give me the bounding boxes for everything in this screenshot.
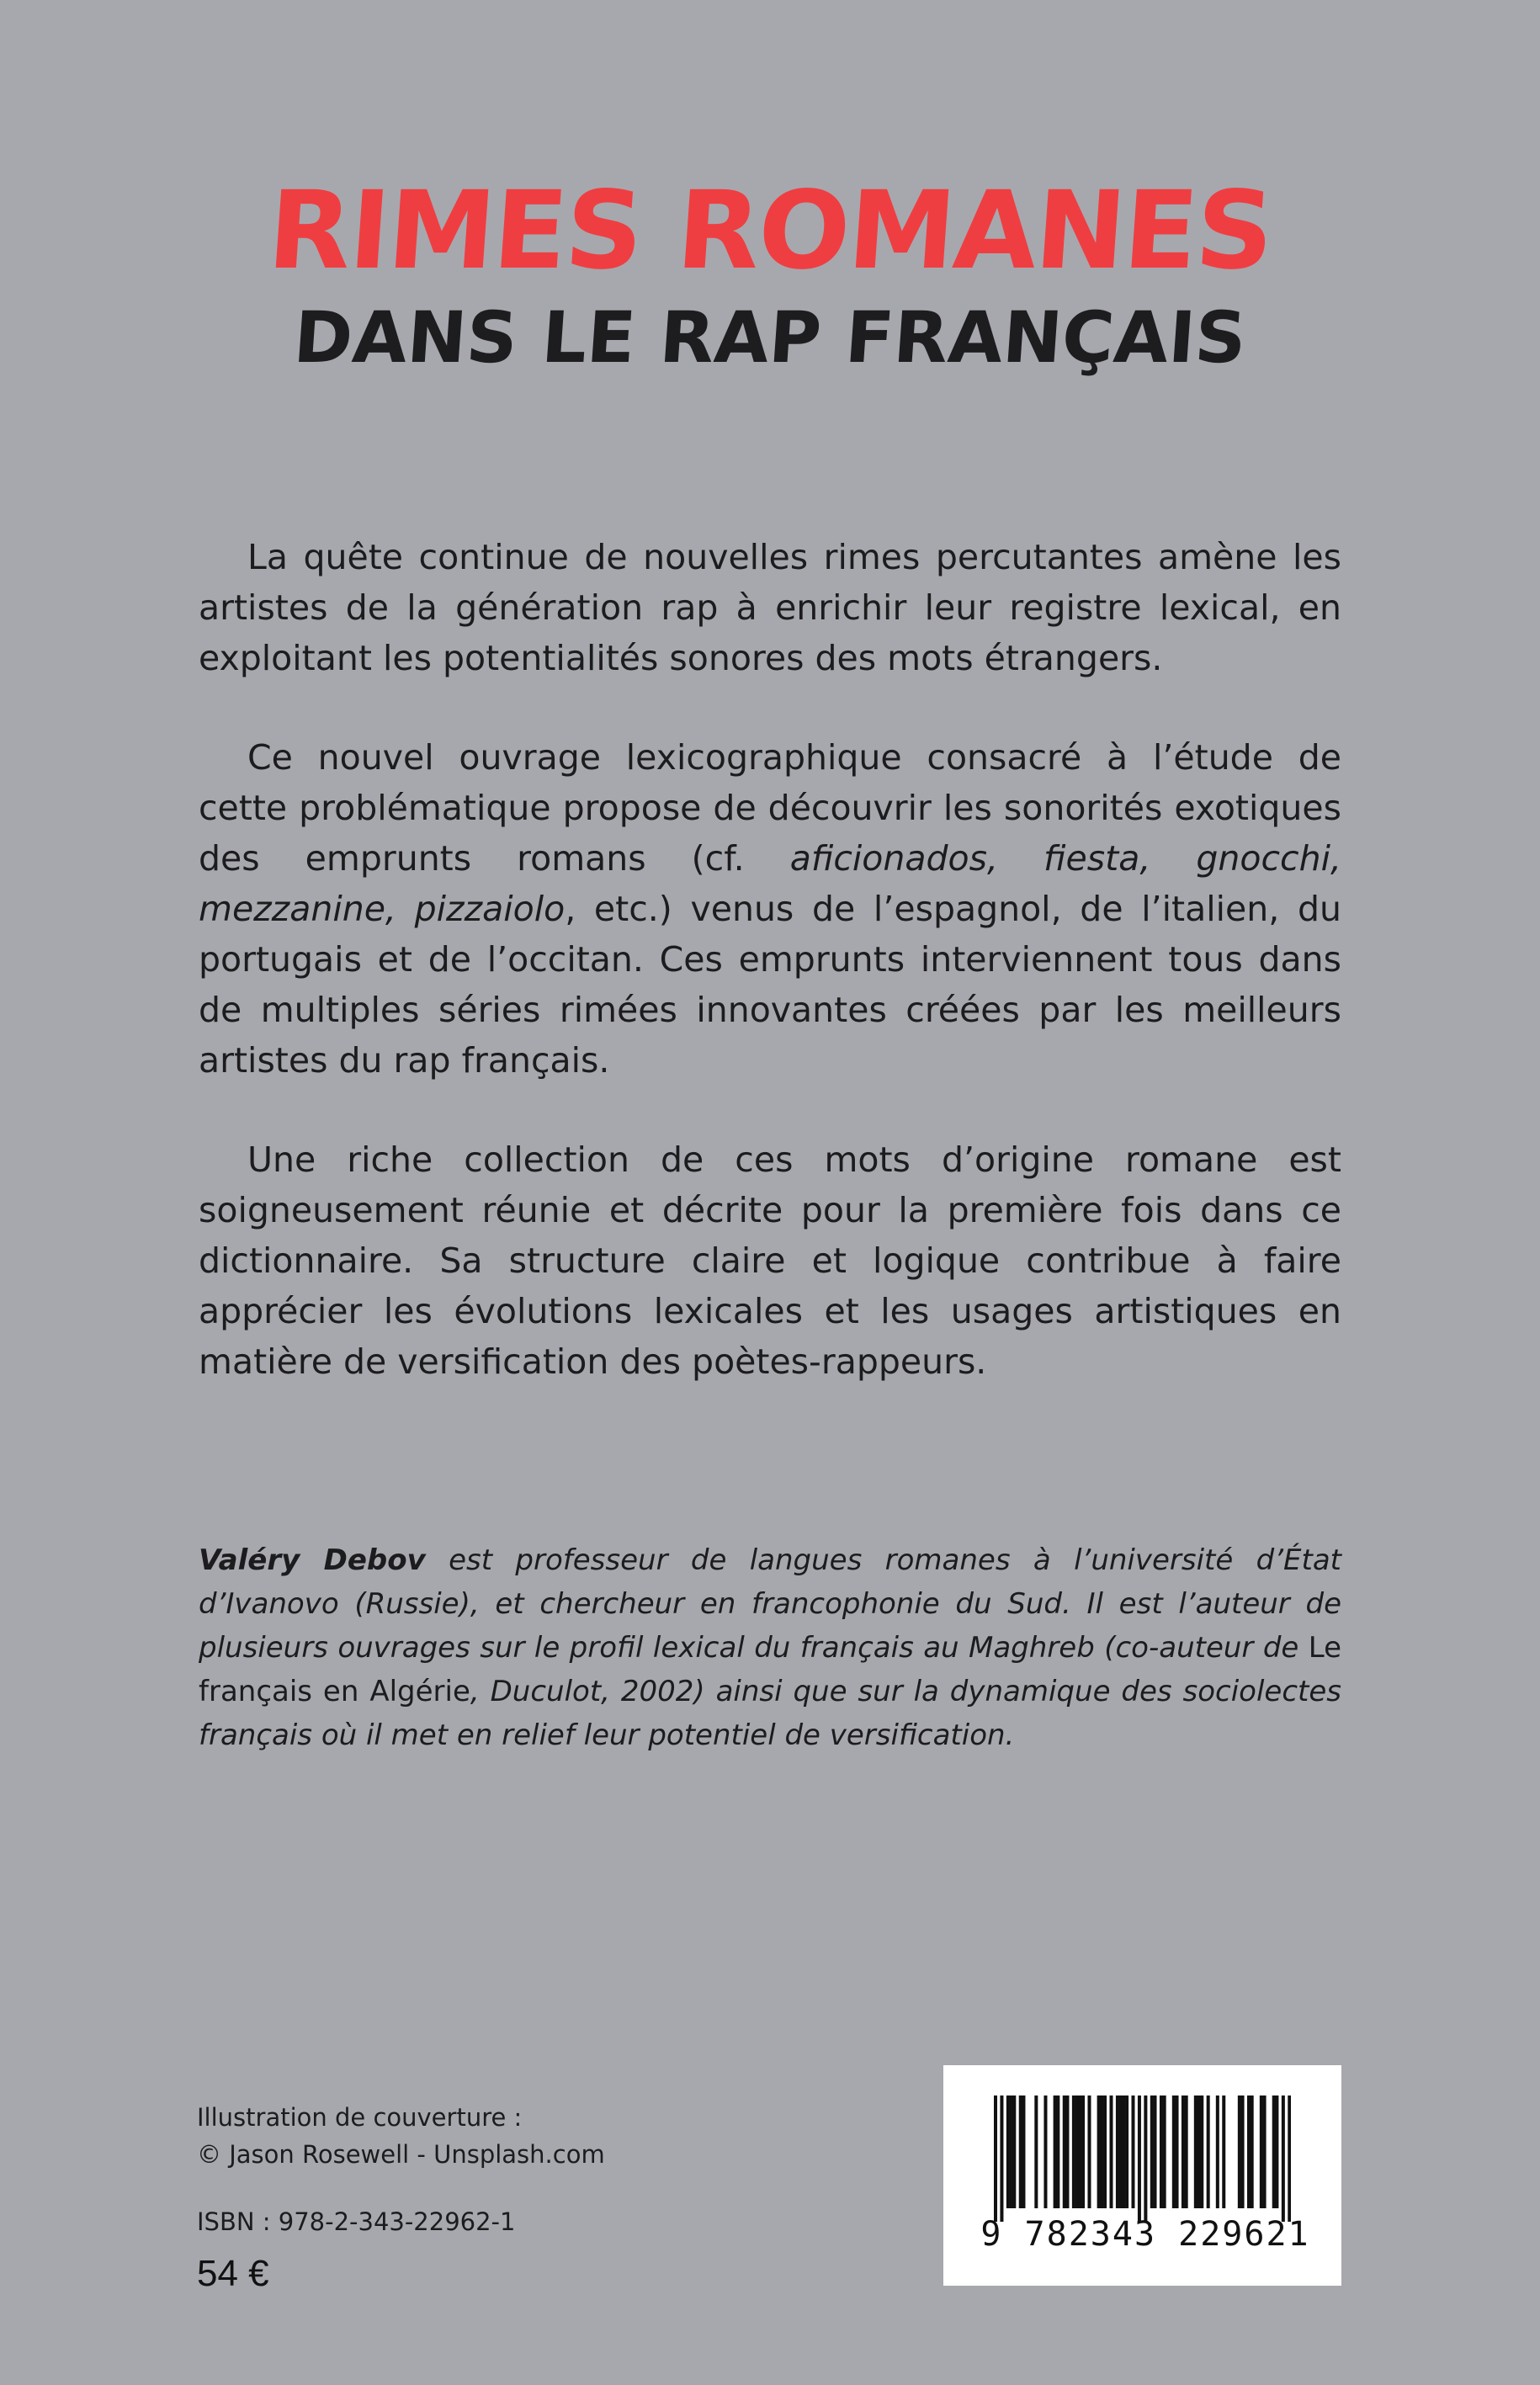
- barcode-bar: [1072, 2096, 1075, 2208]
- credits-line-1: Illustration de couverture :: [197, 2103, 523, 2132]
- barcode-bar: [1043, 2096, 1047, 2208]
- price-text: 54 €: [197, 2253, 269, 2294]
- author-bio: [199, 1538, 1341, 1757]
- barcode-bar: [1144, 2096, 1147, 2222]
- barcode-digits: 9 782343 229621: [980, 2215, 1310, 2254]
- barcode-bar: [1247, 2096, 1251, 2208]
- barcode-bar: [1272, 2096, 1276, 2208]
- barcode-bar: [1172, 2096, 1176, 2208]
- barcode-bar: [1288, 2096, 1291, 2222]
- barcode-bar: [1197, 2096, 1201, 2208]
- barcode-bar: [1012, 2096, 1016, 2208]
- barcode-bar: [1154, 2096, 1157, 2208]
- author-bio-part-b: , Duculot, 2002) ainsi que sur la dynamique des sociolectes français où il met en relief leur potentiel de versification.: [199, 1675, 1342, 1752]
- barcode-bar: [1207, 2096, 1210, 2208]
- barcode-bar: [1087, 2096, 1091, 2208]
- barcode-bar: [1222, 2096, 1225, 2208]
- barcode-bar: [1131, 2096, 1134, 2208]
- barcode-bar: [1116, 2096, 1119, 2208]
- barcode-bar: [1176, 2096, 1179, 2208]
- barcode-bar: [1138, 2096, 1141, 2222]
- barcode-bar: [1000, 2096, 1003, 2222]
- barcode-bar: [1125, 2096, 1128, 2208]
- barcode-bar: [1075, 2096, 1079, 2208]
- barcode-bar: [1019, 2096, 1022, 2208]
- book-title-block: [0, 168, 1540, 384]
- barcode-bar: [1241, 2096, 1245, 2208]
- barcode-bar: [1238, 2096, 1241, 2208]
- barcode-bar: [1119, 2096, 1123, 2208]
- barcode-bar: [1263, 2096, 1267, 2208]
- barcode-bar: [1006, 2096, 1010, 2208]
- author-bio-book-title: Le français en Algérie: [199, 1631, 1341, 1708]
- isbn-text: ISBN : 978-2-343-22962-1: [197, 2207, 516, 2236]
- barcode-bar: [1063, 2096, 1066, 2208]
- blurb-paragraph-2-part-b: , etc.) venus de l’espagnol, de l’italien, du portugais et de l’occitan. Ces emprunts interviennent tous dans de multiples séries rimées innovantes créées par les meilleurs artistes du rap français.: [199, 889, 1341, 1081]
- barcode-bar: [1109, 2096, 1113, 2208]
- barcode-bar: [1122, 2096, 1125, 2208]
- barcode-bar: [1100, 2096, 1103, 2208]
- book-title: RIMES ROMANES: [263, 168, 1277, 294]
- barcode-panel: [943, 2065, 1341, 2286]
- barcode-bar: [1065, 2096, 1069, 2208]
- barcode-bars-icon: [994, 2096, 1291, 2222]
- author-name: Valéry Debov: [199, 1543, 426, 1577]
- barcode-bar: [1163, 2096, 1166, 2208]
- blurb-paragraph-2: [199, 732, 1341, 1086]
- barcode-bar: [1081, 2096, 1085, 2208]
- barcode-bar: [1034, 2096, 1038, 2208]
- blurb-paragraph-2-examples: aficionados, fiesta, gnocchi, mezzanine, pizzaiolo: [199, 838, 1341, 929]
- barcode-bar: [1103, 2096, 1107, 2208]
- barcode-bar: [1260, 2096, 1263, 2208]
- barcode-bar: [1216, 2096, 1219, 2208]
- barcode-bar: [1185, 2096, 1188, 2208]
- blurb-text: [199, 532, 1341, 1436]
- barcode-bar: [1160, 2096, 1163, 2208]
- barcode-bar: [1251, 2096, 1254, 2208]
- credits-line-2: © Jason Rosewell - Unsplash.com: [197, 2140, 605, 2169]
- barcode-bar: [1022, 2096, 1025, 2208]
- author-bio-part-a: est professeur de langues romanes à l’université d’État d’Ivanovo (Russie), et chercheur en francophonie du Sud. Il est l’auteur de plusieurs ouvrages sur le profil lexical du français au Maghreb (co-auteur de: [199, 1543, 1342, 1665]
- book-subtitle: DANS LE RAP FRANÇAIS: [290, 296, 1250, 379]
- barcode-bar: [1054, 2096, 1057, 2208]
- barcode-bar: [1200, 2096, 1203, 2208]
- blurb-paragraph-3: Une riche collection de ces mots d’origine romane est soigneusement réunie et décrite pour la première fois dans ce dictionnaire. Sa structure claire et logique contribue à faire apprécier les évolutions lexicales et les usages artistiques en matière de versification des poètes-rappeurs.: [199, 1139, 1341, 1382]
- barcode-bar: [1150, 2096, 1154, 2208]
- barcode-bar: [1010, 2096, 1013, 2208]
- barcode-bar: [1194, 2096, 1197, 2208]
- barcode-bar: [1078, 2096, 1081, 2208]
- barcode-bar: [1282, 2096, 1285, 2222]
- barcode-bar: [994, 2096, 997, 2222]
- blurb-paragraph-1: La quête continue de nouvelles rimes percutantes amène les artistes de la génération rap à enrichir leur registre lexical, en exploitant les potentialités sonores des mots étrangers.: [199, 537, 1341, 678]
- cover-credits: [197, 2099, 605, 2173]
- blurb-paragraph-2-part-a: Ce nouvel ouvrage lexicographique consacré à l’étude de cette problématique propose de découvrir les sonorités exotiques des emprunts romans (cf.: [199, 737, 1341, 879]
- barcode-bar: [1056, 2096, 1059, 2208]
- barcode-bar: [1097, 2096, 1101, 2208]
- barcode-bar: [1182, 2096, 1185, 2208]
- barcode-bar: [1275, 2096, 1278, 2208]
